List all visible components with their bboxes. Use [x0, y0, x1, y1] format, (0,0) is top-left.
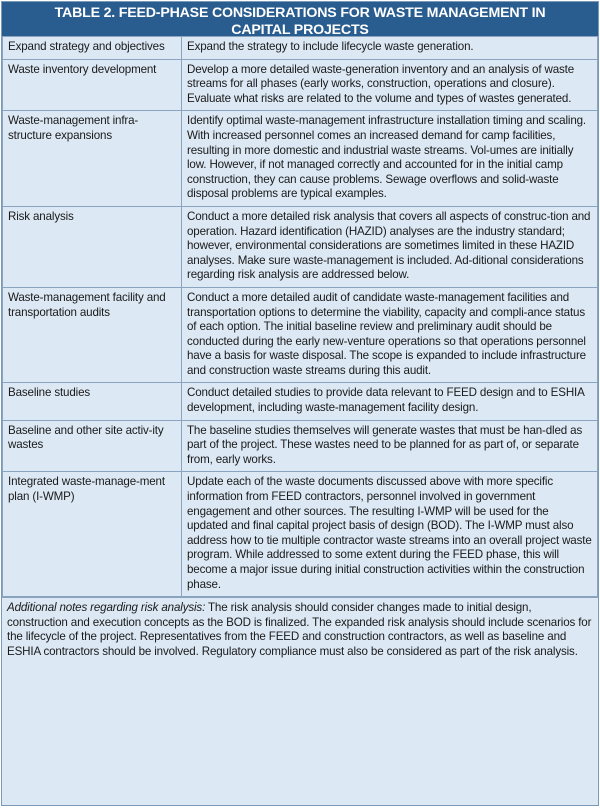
row-description: Conduct a more detailed risk analysis that covers all aspects of construc-tion and operation. Hazard identification (HAZID) analyses are the industry standard; however, environmental considerations are sometimes limited in these HAZID analyses. Make sure waste-management is included. Ad-ditional considerations regarding risk analysis are addressed below.: [182, 206, 598, 287]
row-description: Develop a more detailed waste-generation inventory and an analysis of waste streams for all phases (early works, construction, operations and closure). Evaluate what risks are related to the volume and types of wastes generated.: [182, 59, 598, 111]
table-row: [3, 37, 598, 60]
table-row: [3, 111, 598, 207]
table-title-line1: TABLE 2. FEED-PHASE CONSIDERATIONS FOR WASTE MANAGEMENT IN: [54, 5, 546, 21]
row-topic: Integrated waste-manage-ment plan (I-WMP): [3, 472, 182, 597]
table-container: [1, 1, 599, 806]
row-description: Update each of the waste documents discussed above with more specific information from FEED contractors, personnel involved in government engagement and other sources. The resulting I-WMP will be used for the updated and final capital project basis of design (BOD). The I-WMP must also address how to tie multiple contractor waste streams into an overall project waste program. While addressed to some extent during the FEED phase, this will become a major issue during initial construction activities within the construction phase.: [182, 472, 598, 597]
row-description: Conduct detailed studies to provide data relevant to FEED design and to ESHIA development, including waste-management facility design.: [182, 383, 598, 420]
row-description: Expand the strategy to include lifecycle waste generation.: [182, 37, 598, 60]
row-description: Identify optimal waste-management infrastructure installation timing and scaling. With increased personnel comes an increased demand for camp facilities, resulting in more domestic and industrial waste streams. Vol-umes are initially low. However, if not managed correctly and accounted for in the initial camp construction, they can cause problems. Sewage overflows and solid-waste disposal problems are typical examples.: [182, 111, 598, 207]
table-row: [3, 206, 598, 287]
row-topic: Waste-management infra-structure expansions: [3, 111, 182, 207]
row-topic: Waste inventory development: [3, 59, 182, 111]
note-lead: Additional notes regarding risk analysis:: [7, 601, 206, 615]
risk-analysis-note: [2, 597, 598, 663]
note-text: The risk analysis should consider changes made to initial design, construction and execution concepts as the BOD is finalized. The expanded risk analysis should include scenarios for the lifecycle of the project. Representatives from the FEED and construction contractors, as well as baseline and ESHIA contractors should be involved. Regulatory compliance must also be considered as part of the risk analysis.: [7, 601, 592, 658]
row-topic: Risk analysis: [3, 206, 182, 287]
table-row: [3, 420, 598, 472]
row-topic: Baseline and other site activ-ity wastes: [3, 420, 182, 472]
row-description: The baseline studies themselves will generate wastes that must be han-dled as part of the project. These wastes need to be planned for as part of, or separate from, early works.: [182, 420, 598, 472]
table-title-line2: CAPITAL PROJECTS: [231, 22, 369, 38]
table-row: [3, 59, 598, 111]
row-topic: Expand strategy and objectives: [3, 37, 182, 60]
table-title: [2, 2, 598, 36]
table-row: [3, 383, 598, 420]
considerations-table: [2, 36, 598, 597]
row-description: Conduct a more detailed audit of candidate waste-management facilities and transportation options to determine the viability, capacity and compli-ance status of each option. The initial baseline review and preliminary audit should be conducted during the early new-venture operations so that operations personnel have a basis for waste disposal. The scope is expanded to include infrastructure and construction waste streams during this audit.: [182, 287, 598, 383]
row-topic: Baseline studies: [3, 383, 182, 420]
table-row: [3, 287, 598, 383]
table-row: [3, 472, 598, 597]
row-topic: Waste-management facility and transportation audits: [3, 287, 182, 383]
